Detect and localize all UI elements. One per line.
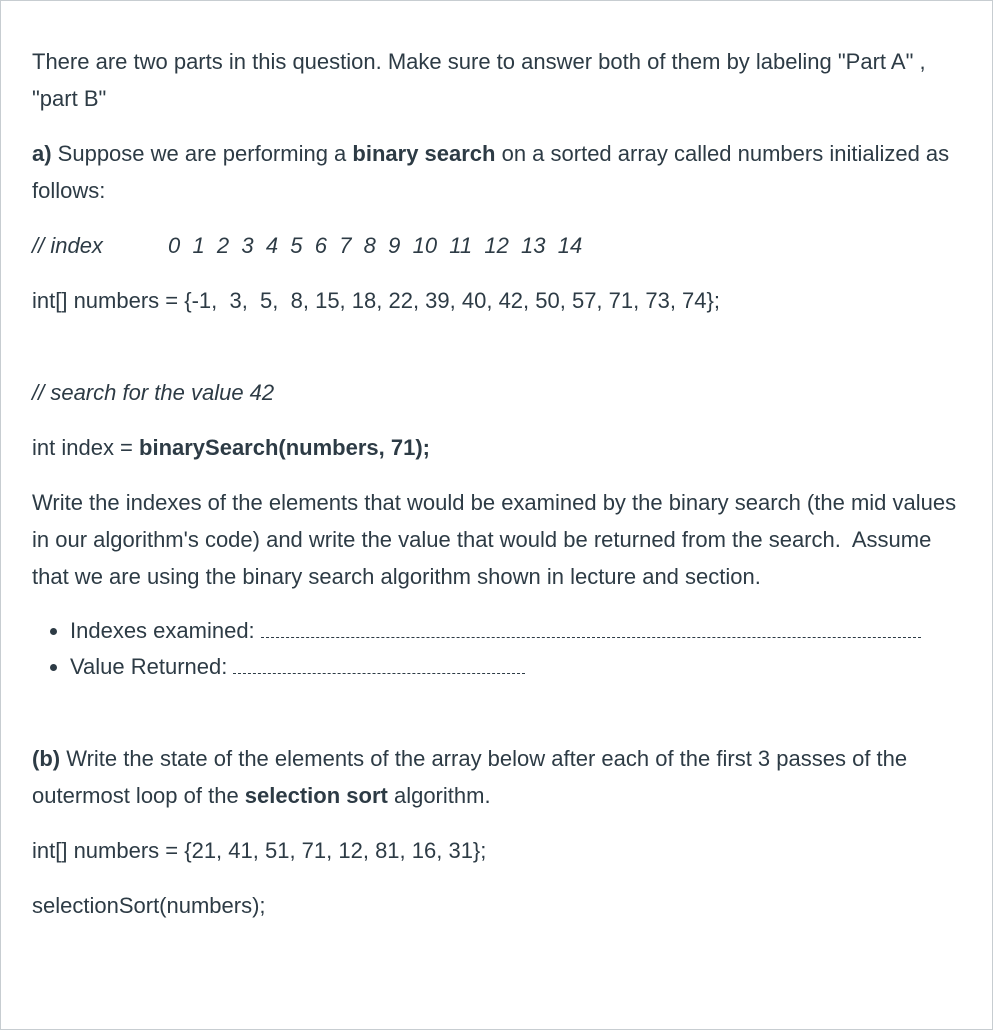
answer-indexes-examined xyxy=(70,613,972,649)
intro-text: There are two parts in this question. Make sure to answer both of them by labeling "Part A" , "part B" xyxy=(32,49,926,111)
call-prefix: int index = xyxy=(32,435,140,460)
index-values: 0 1 2 3 4 5 6 7 8 9 10 11 12 13 14 xyxy=(168,233,583,258)
part-b-prompt xyxy=(32,740,972,814)
answer-value-returned xyxy=(70,649,972,685)
part-b-text-after: algorithm. xyxy=(387,783,491,808)
call-expression: binarySearch(numbers, 71); xyxy=(139,435,430,460)
selection-sort-term: selection sort xyxy=(244,783,388,808)
binary-search-call xyxy=(32,429,972,466)
part-a-instructions: Write the indexes of the elements that would be examined by the binary search (the mid values in our algorithm's code) and write the value that would be returned from the search. Assume that we are using the binary search algorithm shown in lecture and section. xyxy=(32,490,963,589)
indexes-examined-label: Indexes examined: xyxy=(70,618,261,643)
question-content xyxy=(32,43,972,924)
part-a-prompt xyxy=(32,135,972,209)
index-label: // index xyxy=(32,233,103,258)
search-comment: // search for the value 42 xyxy=(32,380,275,405)
index-row xyxy=(32,227,972,264)
numbers-declaration-b: int[] numbers = {21, 41, 51, 71, 12, 81, 16, 31}; xyxy=(32,838,487,863)
part-a-text-before: Suppose we are performing a xyxy=(51,141,353,166)
selection-sort-call: selectionSort(numbers); xyxy=(32,893,266,918)
numbers-declaration-a: int[] numbers = {-1, 3, 5, 8, 15, 18, 22, 39, 40, 42, 50, 57, 71, 73, 74}; xyxy=(32,288,720,313)
answer-list xyxy=(32,613,972,685)
part-b-text-before: Write the state of the elements of the array below after each of the first 3 passes of the outermost loop of the xyxy=(32,746,908,808)
indexes-examined-blank xyxy=(261,621,921,638)
part-a-label: a) xyxy=(32,141,52,166)
part-a-text-after: on a sorted array called numbers initialized as follows: xyxy=(32,141,950,203)
value-returned-label: Value Returned: xyxy=(70,654,234,679)
part-b-label: (b) xyxy=(32,746,61,771)
binary-search-term: binary search xyxy=(352,141,496,166)
value-returned-blank xyxy=(233,657,525,674)
